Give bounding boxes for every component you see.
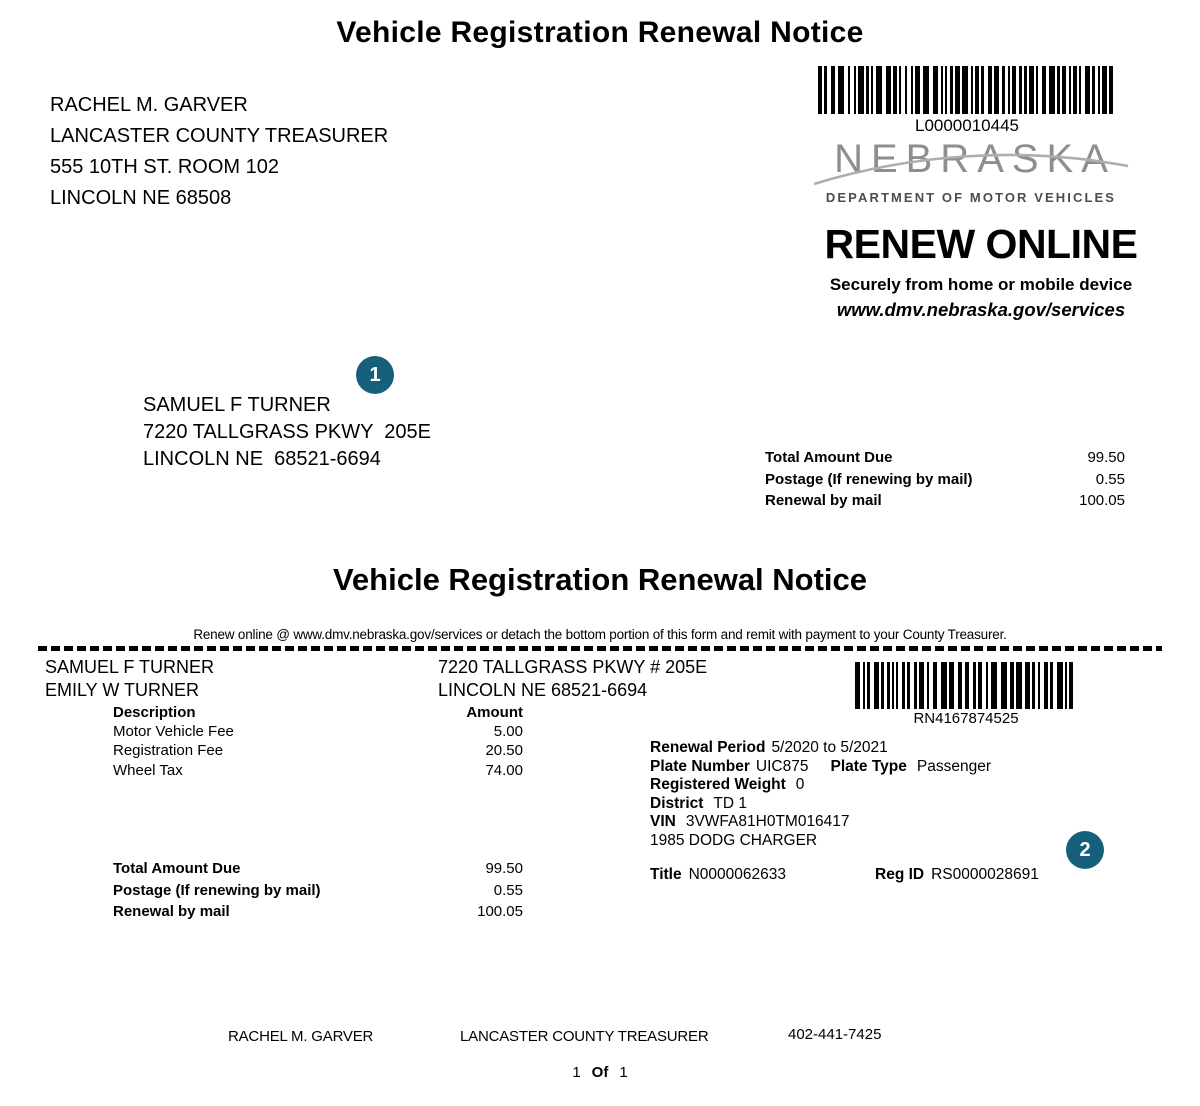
year-make-model: 1985 DODG CHARGER: [650, 831, 818, 849]
plate-type-value: Passenger: [916, 757, 991, 775]
annotation-badge-2: 2: [1066, 831, 1104, 869]
fee-amount: 20.50: [485, 742, 523, 760]
detach-dashed-line: [38, 646, 1162, 651]
nebraska-wordmark: NEBRASKA: [834, 137, 1116, 181]
footer-phone-number: 402-441-7425: [788, 1026, 882, 1043]
total-amount-due-value: 99.50: [1087, 449, 1125, 466]
renew-online-headline: RENEW ONLINE: [824, 221, 1138, 267]
page-indicator: [0, 1064, 1200, 1081]
barcode-image: [818, 66, 1116, 114]
plate-line: [650, 758, 991, 777]
dmv-department-label: DEPARTMENT OF MOTOR VEHICLES: [825, 190, 1117, 205]
renewal-period-label: Renewal Period: [650, 739, 766, 756]
vin-value: 3VWFA81H0TM016417: [685, 813, 850, 831]
treasurer-address-block: [50, 90, 388, 214]
renewal-by-mail-value: 100.05: [477, 903, 523, 920]
registered-weight-label: Registered Weight: [650, 776, 786, 794]
district-value: TD 1: [713, 794, 747, 812]
registered-owner-street: 7220 TALLGRASS PKWY # 205E: [438, 657, 708, 677]
plate-number-value: UIC875: [755, 757, 809, 775]
treasurer-city: LINCOLN NE 68508: [50, 187, 232, 209]
vin-label: VIN: [650, 813, 676, 831]
registered-owner-2: EMILY W TURNER: [45, 680, 200, 700]
owner-name: SAMUEL F TURNER: [143, 394, 331, 416]
fee-row-registration: [113, 741, 523, 760]
registered-weight-line: [650, 776, 991, 795]
nebraska-dmv-logo: [812, 136, 1130, 205]
treasurer-name: RACHEL M. GARVER: [50, 94, 248, 116]
detach-instructions: Renew online @ www.dmv.nebraska.gov/services or detach the bottom portion of this form and remit with payment to your County Treasurer.: [193, 627, 1007, 642]
description-header: Description: [113, 704, 196, 721]
notice-barcode-top: [818, 66, 1116, 136]
registered-owner-address: [438, 656, 707, 702]
fee-amount: 5.00: [493, 723, 523, 741]
owner-street: 7220 TALLGRASS PKWY 205E: [143, 421, 431, 443]
page-of-label: Of: [591, 1064, 609, 1081]
annotation-badge-1: 1: [356, 356, 394, 394]
district-line: [650, 795, 991, 814]
total-amount-due-row: [113, 858, 523, 880]
postage-row: [765, 469, 1125, 491]
renew-online-url: www.dmv.nebraska.gov/services: [836, 299, 1126, 320]
total-amount-due-label: Total Amount Due: [765, 449, 893, 466]
page-total: 1: [619, 1064, 628, 1081]
reg-id-label: Reg ID: [875, 866, 925, 883]
footer-treasurer-title: LANCASTER COUNTY TREASURER: [460, 1028, 709, 1045]
renewal-barcode-bottom: [855, 662, 1077, 727]
renewal-by-mail-label: Renewal by mail: [765, 492, 882, 509]
detachable-section-title: Vehicle Registration Renewal Notice: [332, 562, 868, 597]
amount-header: Amount: [466, 704, 523, 721]
treasurer-title: LANCASTER COUNTY TREASURER: [50, 125, 389, 147]
renewal-by-mail-label: Renewal by mail: [113, 903, 230, 920]
total-amount-due-value: 99.50: [485, 860, 523, 877]
reg-id-value: RS0000028691: [931, 866, 1039, 883]
fee-table-header: [113, 703, 523, 722]
postage-value: 0.55: [493, 881, 523, 899]
barcode-image: [855, 662, 1077, 709]
registered-owner-city: LINCOLN NE 68521-6694: [438, 680, 648, 700]
barcode-value: L0000010445: [914, 116, 1019, 135]
vehicle-details-block: [650, 739, 991, 851]
footer-treasurer-name: RACHEL M. GARVER: [228, 1028, 374, 1045]
fee-description: Motor Vehicle Fee: [113, 723, 234, 741]
renewal-period-line: [650, 739, 991, 758]
barcode-value: RN4167874525: [913, 710, 1019, 727]
title-number-value: N0000062633: [688, 866, 786, 883]
owner-city: LINCOLN NE 68521-6694: [143, 448, 381, 470]
registered-owners: [45, 656, 214, 702]
plate-number-label: Plate Number: [650, 757, 750, 775]
fee-row-wheel-tax: [113, 761, 523, 780]
totals-summary-bottom: [113, 858, 523, 923]
postage-row: [113, 880, 523, 902]
renewal-by-mail-row: [113, 901, 523, 923]
fee-row-motor-vehicle: [113, 722, 523, 741]
renewal-by-mail-row: [765, 490, 1125, 512]
postage-label: Postage (If renewing by mail): [765, 470, 973, 488]
registered-owner-1: SAMUEL F TURNER: [45, 657, 215, 677]
page-title: Vehicle Registration Renewal Notice: [336, 16, 864, 49]
vin-line: [650, 813, 991, 832]
district-label: District: [650, 794, 704, 812]
renew-online-block: [795, 222, 1167, 321]
owner-mailing-address: [143, 392, 431, 473]
postage-label: Postage (If renewing by mail): [113, 881, 321, 899]
reg-id-group: [875, 866, 1039, 884]
page-current: 1: [572, 1064, 581, 1081]
total-amount-due-label: Total Amount Due: [113, 860, 241, 877]
registered-weight-value: 0: [795, 776, 805, 794]
title-and-reg-id-line: [650, 866, 1120, 884]
title-number-group: [650, 866, 786, 883]
renewal-by-mail-value: 100.05: [1079, 492, 1125, 509]
title-label: Title: [650, 866, 682, 883]
renew-online-subline: Securely from home or mobile device: [829, 275, 1133, 294]
fee-amount: 74.00: [485, 761, 523, 779]
total-amount-due-row: [765, 447, 1125, 469]
fee-table: [113, 703, 523, 780]
fee-description: Wheel Tax: [113, 761, 183, 779]
fee-description: Registration Fee: [113, 742, 224, 760]
renewal-period-value: 5/2020 to 5/2021: [771, 739, 888, 756]
treasurer-street: 555 10TH ST. ROOM 102: [50, 156, 279, 178]
postage-value: 0.55: [1095, 470, 1125, 488]
plate-type-label: Plate Type: [830, 757, 907, 775]
totals-summary-top: [765, 447, 1125, 512]
